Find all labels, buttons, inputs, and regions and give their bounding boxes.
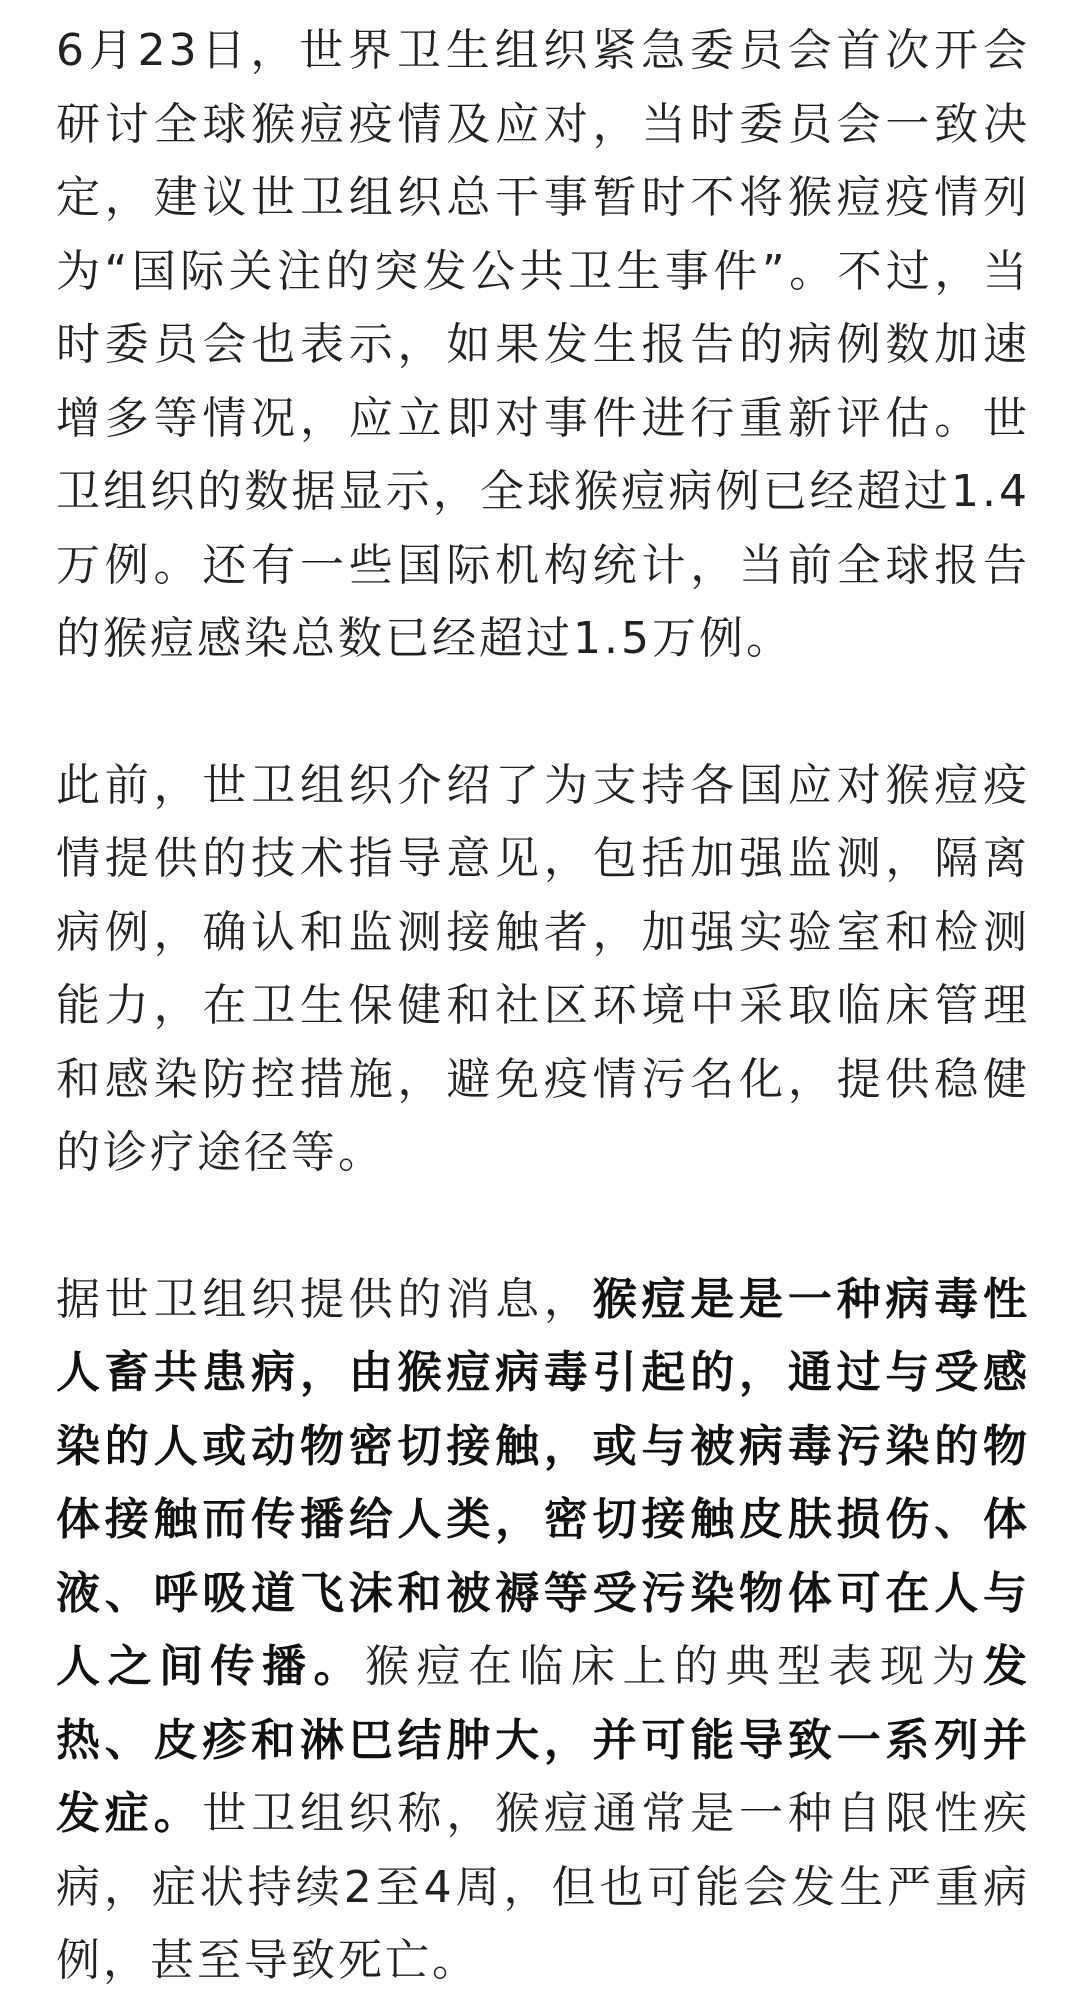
paragraph-text: 6月23日，世界卫生组织紧急委员会首次开会研讨全球猴痘疫情及应对，当时委员会一致决定，建议世卫组织总干事暂时不将猴痘疫情列为“国际关注的突发公共卫生事件”。不过，当时委员会也表示，如果发生报告的病例数加速增多等情况，应立即对事件进行重新评估。世卫组织的数据显示，全球猴痘病例已经超过1.4万例。还有一些国际机构统计，当前全球报告的猴痘感染总数已经超过1.5万例。 [56, 25, 1030, 664]
paragraph-text: 此前，世卫组织介绍了为支持各国应对猴痘疫情提供的技术指导意见，包括加强监测，隔离病例，确认和监测接触者，加强实验室和检测能力，在卫生保健和社区环境中采取临床管理和感染防控措施，避免疫情污名化，提供稳健的诊疗途径等。 [56, 759, 1030, 1178]
paragraph-text: 世卫组织称，猴痘通常是一种自限性疾病，症状持续2至4周，但也可能会发生严重病例，甚至导致死亡。 [56, 1788, 1031, 1986]
paragraph-situation [56, 14, 1030, 676]
paragraph-guidance [56, 749, 1030, 1190]
paragraph-text: 猴痘在临床上的典型表现为 [365, 1641, 983, 1692]
bold-highlight-symptoms: 发热、皮疹和淋巴结肿大，并可能导致一系列并发症。 [56, 1641, 1030, 1839]
paragraph-disease-info [56, 1263, 1030, 1998]
paragraph-text: 据世卫组织提供的消息， [56, 1273, 593, 1325]
article-body [56, 14, 1030, 1998]
bold-highlight-transmission: 猴痘是是一种病毒性人畜共患病，由猴痘病毒引起的，通过与受感染的人或动物密切接触，或与被病毒污染的物体接触而传播给人类，密切接触皮肤损伤、体液、呼吸道飞沫和被褥等受污染物体可在人与人之间传播。 [56, 1273, 1031, 1692]
